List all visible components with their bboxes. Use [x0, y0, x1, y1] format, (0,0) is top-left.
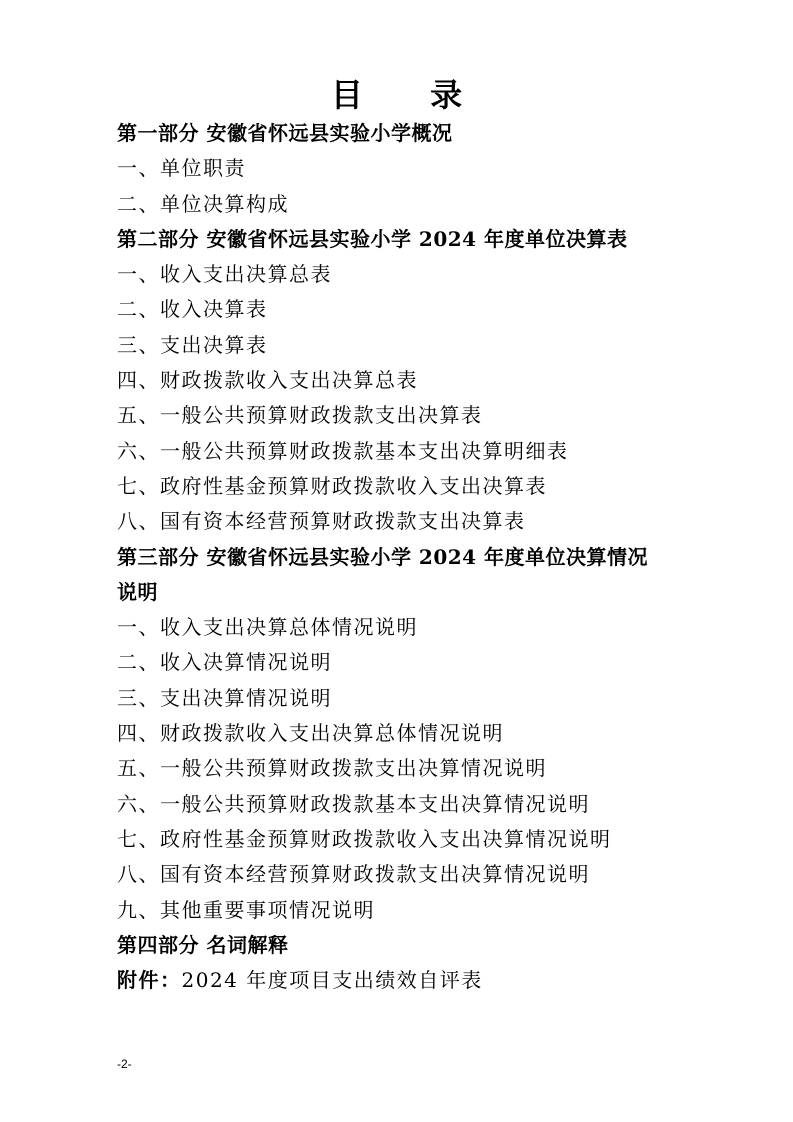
- toc-item: 六、一般公共预算财政拨款基本支出决算明细表: [117, 438, 569, 463]
- toc-item: 二、收入决算情况说明: [117, 650, 332, 675]
- toc-item: 八、国有资本经营预算财政拨款支出决算表: [117, 509, 526, 534]
- toc-item: 一、收入支出决算总表: [117, 262, 332, 287]
- toc-item: 五、一般公共预算财政拨款支出决算表: [117, 403, 483, 428]
- toc-part-4: 第四部分 名词解释: [117, 932, 289, 957]
- toc-part-1: 第一部分 安徽省怀远县实验小学概况: [117, 121, 453, 145]
- page-title: 目 录: [330, 76, 491, 114]
- toc-part-2: 第二部分 安徽省怀远县实验小学 2024 年度单位决算表: [117, 226, 628, 251]
- toc-item: 四、财政拨款收入支出决算总体情况说明: [117, 721, 504, 746]
- toc-part-3-continued: 说明: [117, 579, 158, 604]
- page-number: -2-: [117, 1057, 132, 1071]
- table-of-contents: [117, 116, 737, 998]
- toc-item: 七、政府性基金预算财政拨款收入支出决算表: [117, 473, 547, 498]
- toc-item: 七、政府性基金预算财政拨款收入支出决算情况说明: [117, 826, 612, 851]
- toc-item: 一、收入支出决算总体情况说明: [117, 615, 418, 640]
- attachment-label: 附件：: [117, 968, 182, 993]
- toc-item: 二、单位决算构成: [117, 191, 289, 216]
- toc-item: 四、财政拨款收入支出决算总表: [117, 368, 418, 393]
- toc-item: 六、一般公共预算财政拨款基本支出决算情况说明: [117, 791, 590, 816]
- toc-attachment: [117, 963, 737, 998]
- toc-part-3: 第三部分 安徽省怀远县实验小学 2024 年度单位决算情况: [117, 544, 649, 569]
- toc-item: 三、支出决算表: [117, 332, 268, 357]
- toc-item: 三、支出决算情况说明: [117, 685, 332, 710]
- toc-item: 一、单位职责: [117, 156, 246, 181]
- attachment-text: 2024 年度项目支出绩效自评表: [181, 968, 483, 993]
- toc-item: 八、国有资本经营预算财政拨款支出决算情况说明: [117, 862, 590, 887]
- toc-item: 二、收入决算表: [117, 297, 268, 322]
- toc-item: 九、其他重要事项情况说明: [117, 897, 375, 922]
- toc-item: 五、一般公共预算财政拨款支出决算情况说明: [117, 756, 547, 781]
